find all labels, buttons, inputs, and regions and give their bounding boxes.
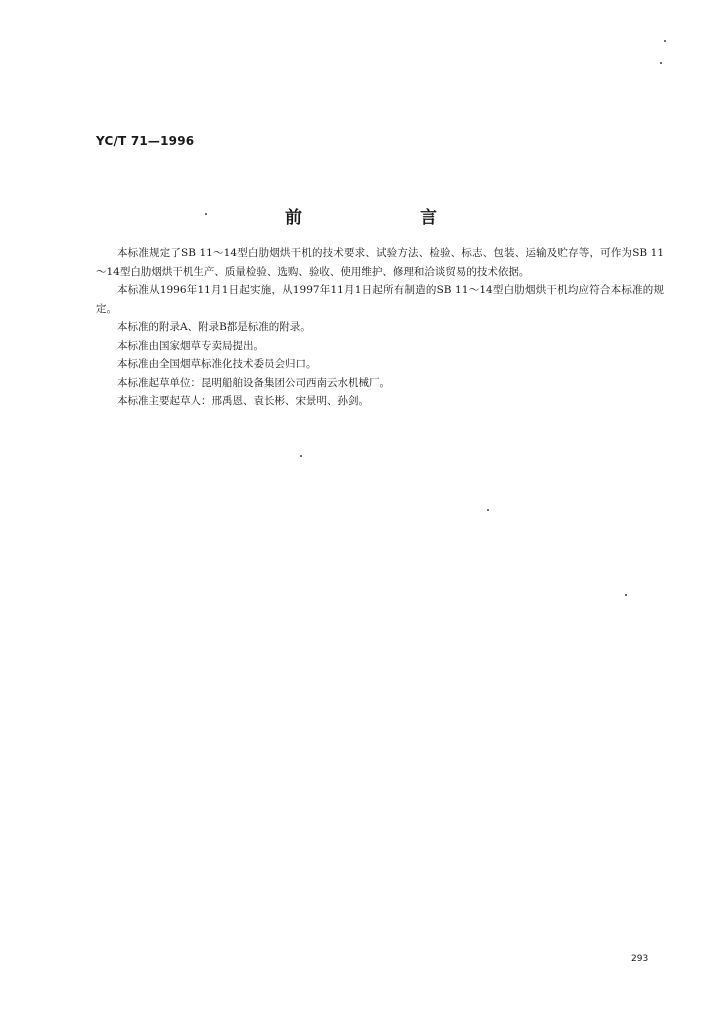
- page-number: 293: [631, 954, 649, 964]
- scan-speck: [300, 455, 302, 457]
- paragraph-scope: 本标准规定了SB 11～14型白肋烟烘干机的技术要求、试验方法、检验、标志、包装、运输及贮存等，可作为SB 11～14型白肋烟烘干机生产、质量检验、选购、验收、使用维护、修理和洽谈贸易的技术依据。: [96, 247, 664, 278]
- scan-speck: [660, 62, 662, 64]
- paragraph-appendices: 本标准的附录A、附录B都是标准的附录。: [117, 321, 311, 333]
- scan-speck: [625, 594, 627, 596]
- paragraph-drafting-unit: 本标准起草单位：昆明船舶设备集团公司西南云水机械厂。: [117, 376, 390, 389]
- scan-speck: [205, 213, 207, 215]
- page-title: 前 言: [285, 208, 493, 228]
- paragraph-centralized-by: 本标准由全国烟草标准化技术委员会归口。: [117, 358, 317, 370]
- paragraph-proposed-by: 本标准由国家烟草专卖局提出。: [117, 339, 264, 352]
- paragraph-drafters: 本标准主要起草人：邢禹恩、袁长彬、宋景明、孙剑。: [117, 395, 369, 407]
- scan-speck: [664, 40, 666, 42]
- standard-code: YC/T 71—1996: [96, 134, 195, 148]
- paragraph-effective-date: 本标准从1996年11月1日起实施，从1997年11月1日起所有制造的SB 11～14型白肋烟烘干机均应符合本标准的规定。: [96, 284, 664, 315]
- foreword-body: [96, 244, 664, 411]
- scan-speck: [487, 509, 489, 511]
